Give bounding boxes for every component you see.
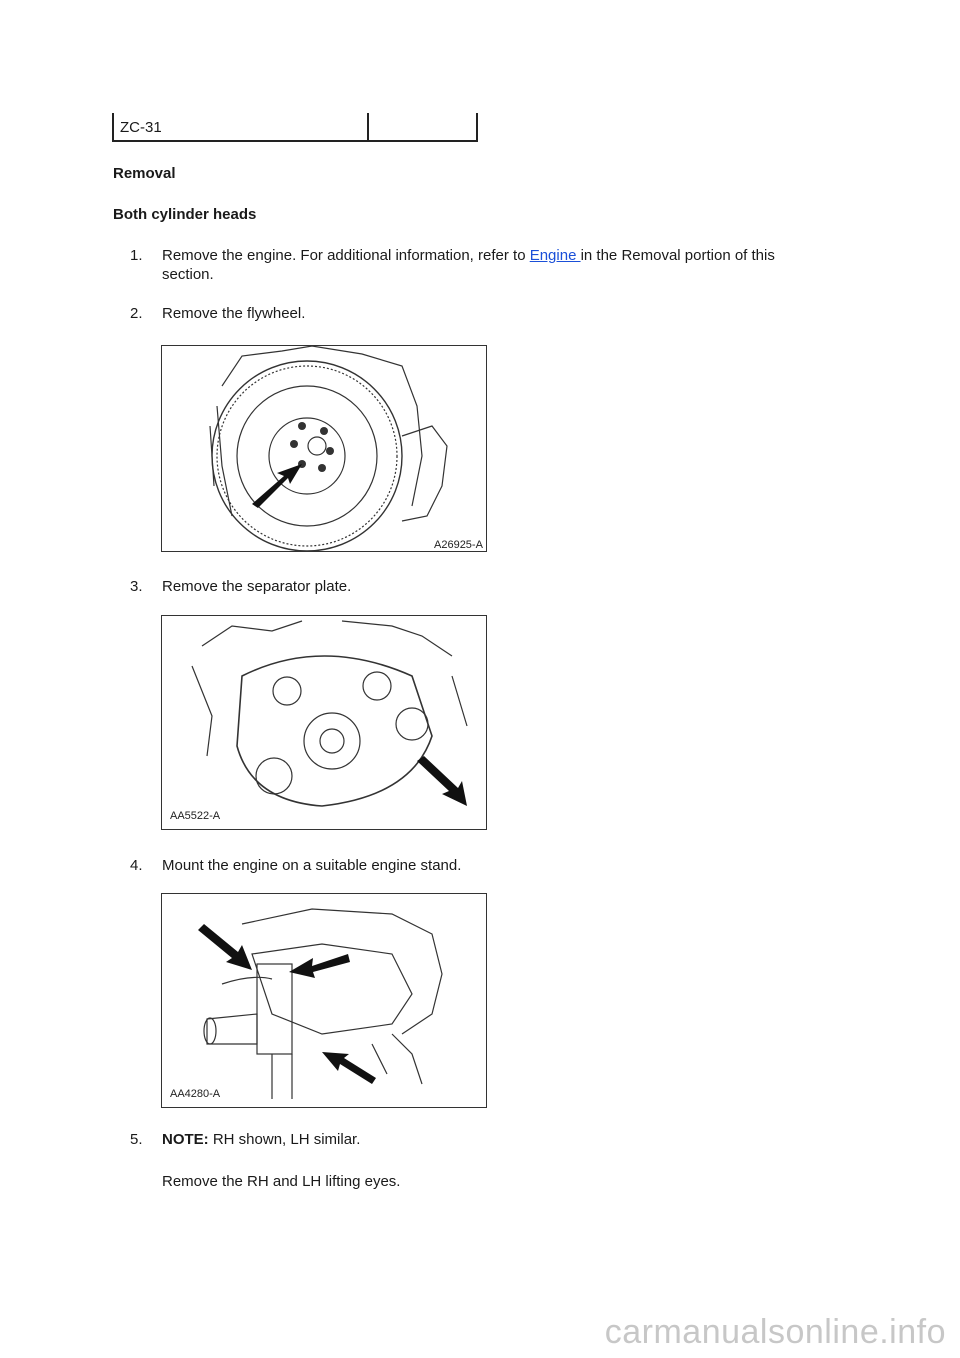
step-text-line2: section. — [162, 266, 214, 283]
header-code: ZC-31 — [114, 113, 369, 140]
section-title: Removal — [113, 165, 176, 182]
step-text-part: in the Removal portion of this — [580, 247, 775, 264]
step-number: 4. — [130, 857, 143, 874]
figure-label: A26925-A — [434, 539, 483, 551]
subsection-title: Both cylinder heads — [113, 206, 257, 223]
separator-plate-illustration — [162, 616, 486, 829]
step-text: Remove the separator plate. — [162, 578, 352, 595]
step-number: 3. — [130, 578, 143, 595]
step-5-text: Remove the RH and LH lifting eyes. — [162, 1173, 401, 1190]
step-text — [162, 246, 842, 284]
engine-stand-illustration — [162, 894, 486, 1107]
engine-link[interactable]: Engine — [529, 247, 581, 264]
step-text: Mount the engine on a suitable engine stand. — [162, 857, 462, 874]
step-text: Remove the flywheel. — [162, 305, 306, 322]
step-text — [162, 1130, 842, 1149]
flywheel-figure — [161, 345, 487, 552]
figure-label: AA5522-A — [170, 810, 221, 822]
header-blank-cell — [369, 113, 476, 140]
watermark: carmanualsonline.info — [604, 1313, 946, 1351]
step-number: 2. — [130, 305, 143, 322]
separator-plate-figure — [161, 615, 487, 830]
note-label: NOTE: — [162, 1131, 209, 1148]
figure-label: AA4280-A — [170, 1088, 221, 1100]
flywheel-illustration — [162, 346, 486, 551]
step-number: 5. — [130, 1131, 143, 1148]
step-number: 1. — [130, 247, 143, 264]
step-text-part: Remove the engine. For additional information, refer to — [162, 247, 530, 264]
header-table — [112, 113, 478, 142]
note-text: RH shown, LH similar. — [208, 1131, 361, 1148]
engine-stand-figure — [161, 893, 487, 1108]
